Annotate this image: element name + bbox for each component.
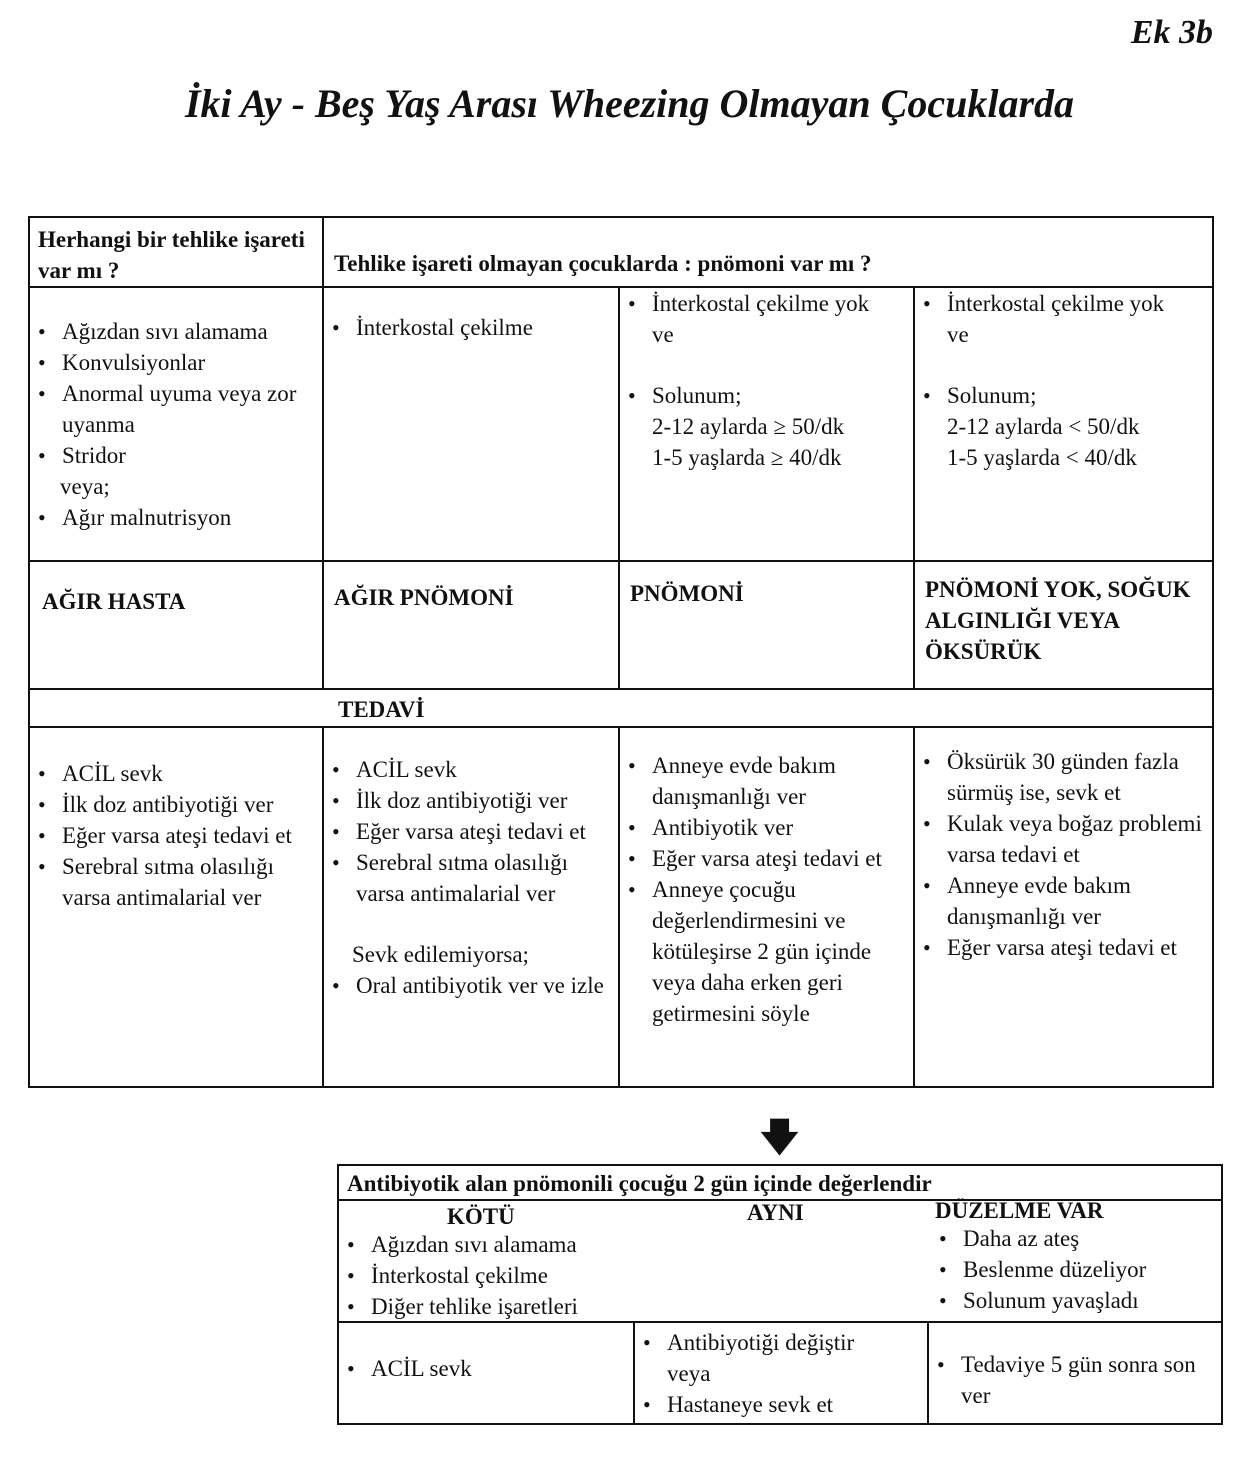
list-item: • ACİL sevk — [30, 758, 316, 789]
treatment-severe-illness-cell — [29, 727, 323, 1087]
list-item: • Beslenme düzeliyor — [931, 1254, 1221, 1285]
treatment-header: TEDAVİ — [29, 689, 1213, 727]
treatment-no-pneumonia-cell — [914, 727, 1213, 1087]
rate-text: 1-5 yaşlarda < 40/dk — [947, 445, 1137, 470]
rate-text: 2-12 aylarda ≥ 50/dk — [652, 414, 845, 439]
list-item: • Anneye evde bakım danışmanlığı ver — [620, 750, 909, 812]
list-item: • Serebral sıtma olasılığı varsa antimalarial ver — [30, 851, 316, 913]
note-text: Sevk edilemiyorsa; — [352, 942, 529, 967]
connector-text: veya; — [60, 474, 110, 499]
treatment-pneumonia-cell — [619, 727, 914, 1087]
list-item: • Antibiyotiği değiştir veya — [635, 1327, 927, 1389]
list-item: • Serebral sıtma olasılığı varsa antimalarial ver — [324, 847, 612, 909]
signs-pneumonia-cell — [619, 287, 914, 561]
same-label: AYNI — [747, 1200, 804, 1225]
followup-table — [337, 1164, 1223, 1425]
list-item: • Solunum yavaşladı — [931, 1285, 1221, 1316]
better-label: DÜZELME VAR — [935, 1198, 1104, 1223]
list-item: • Hastaneye sevk et — [635, 1389, 927, 1420]
arrow-down-icon: 🡇 — [760, 1117, 800, 1159]
same-action-cell — [634, 1322, 928, 1424]
list-item: • İnterkostal çekilme yok ve — [915, 288, 1212, 350]
list-item: • İnterkostal çekilme — [324, 312, 618, 343]
list-item: • ACİL sevk — [324, 754, 612, 785]
list-item: • Konvulsiyonlar — [30, 347, 322, 378]
worse-label: KÖTÜ — [447, 1204, 515, 1229]
list-item: • Antibiyotik ver — [620, 812, 909, 843]
main-table — [28, 216, 1214, 1088]
list-item: • Eğer varsa ateşi tedavi et — [620, 843, 909, 874]
rate-text: 1-5 yaşlarda ≥ 40/dk — [652, 445, 842, 470]
class-no-pneumonia: PNÖMONİ YOK, SOĞUK ALGINLIĞI VEYA ÖKSÜRÜK — [914, 561, 1213, 689]
list-item: • Ağır malnutrisyon — [30, 502, 322, 533]
list-item: • İlk doz antibiyotiği ver — [30, 789, 316, 820]
list-item: • Anneye çocuğu değerlendirmesini ve kötüleşirse 2 gün içinde veya daha erken geri getirmesini söyle — [620, 874, 909, 1029]
list-item: • ACİL sevk — [339, 1353, 633, 1384]
list-item: • Diğer tehlike işaretleri — [339, 1291, 659, 1322]
page-title: İki Ay - Beş Yaş Arası Wheezing Olmayan Çocuklarda — [184, 81, 1075, 126]
followup-title: Antibiyotik alan pnömonili çocuğu 2 gün içinde değerlendir — [338, 1165, 1222, 1200]
annex-label: Ek 3b — [1130, 14, 1213, 51]
list-item: • Tedaviye 5 gün sonra son ver — [929, 1349, 1221, 1411]
list-item: • Daha az ateş — [931, 1223, 1221, 1254]
list-item: • Oral antibiyotik ver ve izle — [324, 970, 612, 1001]
list-item: • Stridor — [30, 440, 322, 471]
header-pneumonia-question: Tehlike işareti olmayan çocuklarda : pnömoni var mı ? — [323, 217, 1213, 287]
list-item: • İnterkostal çekilme — [339, 1260, 659, 1291]
class-severe-illness: AĞIR HASTA — [29, 561, 323, 689]
list-item: • Kulak veya boğaz problemi varsa tedavi et — [915, 808, 1206, 870]
list-item: • Anormal uyuma veya zor uyanma — [30, 378, 322, 440]
worse-action-cell — [338, 1322, 634, 1424]
class-severe-pneumonia: AĞIR PNÖMONİ — [323, 561, 619, 689]
better-action-cell — [928, 1322, 1222, 1424]
list-item: • Öksürük 30 günden fazla sürmüş ise, sevk et — [915, 746, 1206, 808]
list-item: • Anneye evde bakım danışmanlığı ver — [915, 870, 1206, 932]
list-item: • Eğer varsa ateşi tedavi et — [324, 816, 612, 847]
signs-severe-pneumonia-cell — [323, 287, 619, 561]
list-item: • Solunum; — [620, 380, 913, 411]
list-item: • Eğer varsa ateşi tedavi et — [915, 932, 1206, 963]
followup-signs-row — [338, 1200, 1222, 1322]
rate-text: 2-12 aylarda < 50/dk — [947, 414, 1140, 439]
list-item: • Ağızdan sıvı alamama — [30, 316, 322, 347]
class-pneumonia: PNÖMONİ — [619, 561, 914, 689]
signs-no-pneumonia-cell — [914, 287, 1213, 561]
treatment-severe-pneumonia-cell — [323, 727, 619, 1087]
list-item: • İnterkostal çekilme yok ve — [620, 288, 913, 350]
list-item: • Solunum; — [915, 380, 1212, 411]
signs-danger-cell — [29, 287, 323, 561]
header-danger-signs: Herhangi bir tehlike işareti var mı ? — [29, 217, 323, 287]
list-item: • Ağızdan sıvı alamama — [339, 1229, 659, 1260]
list-item: • Eğer varsa ateşi tedavi et — [30, 820, 316, 851]
list-item: • İlk doz antibiyotiği ver — [324, 785, 612, 816]
